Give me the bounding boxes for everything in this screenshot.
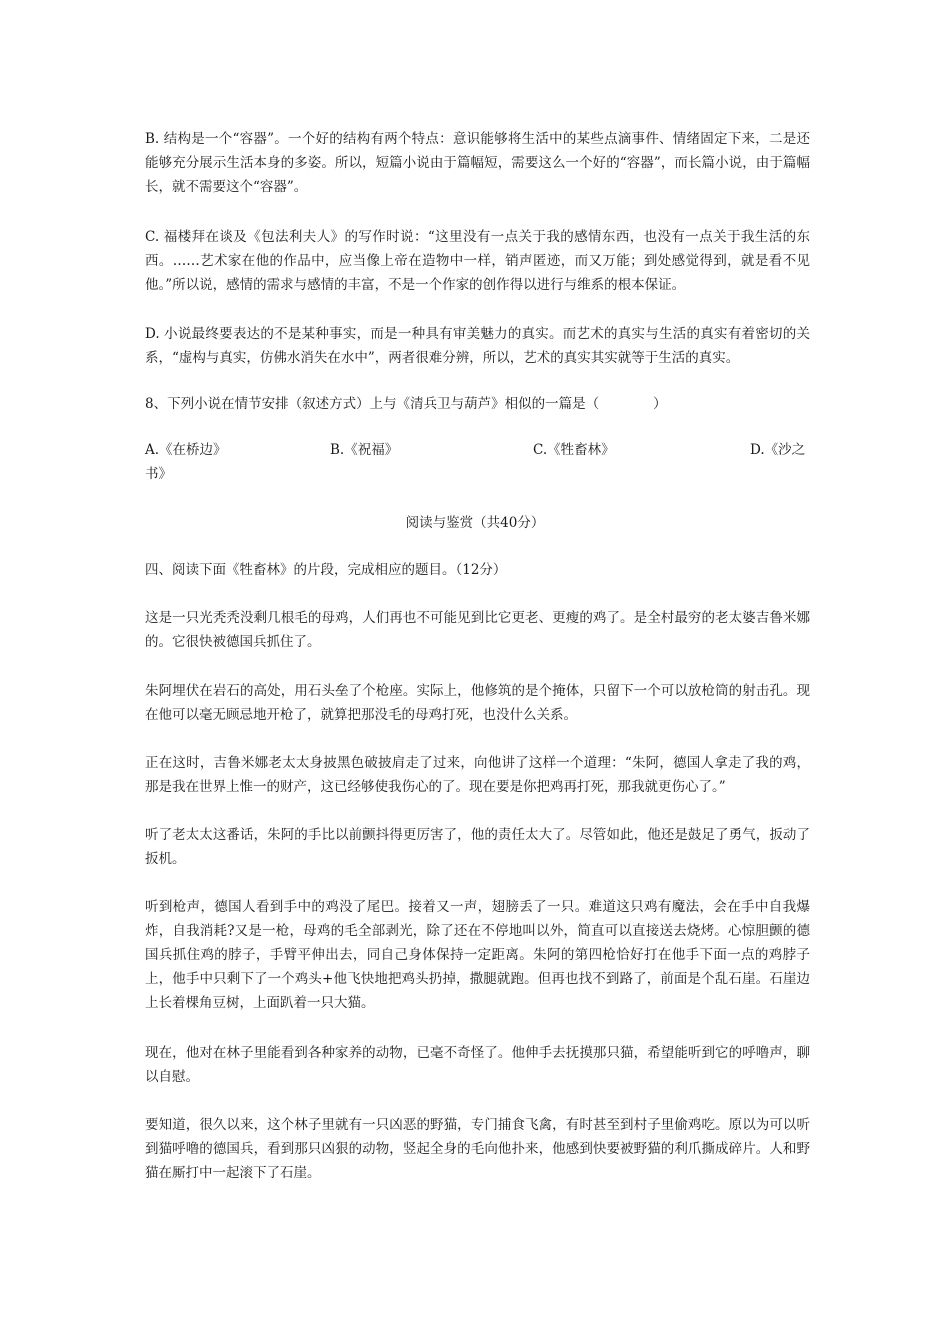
question-8-stem: 8、下列小说在情节安排（叙述方式）上与《清兵卫与葫芦》相似的一篇是（ ）	[145, 396, 667, 412]
question-8-option-a: A.《在桥边》	[145, 442, 227, 458]
option-b-text: B. 结构是一个“容器”。一个好的结构有两个特点：意识能够将生活中的某些点滴事件、情绪固定下来，二是还能够充分展示生活本身的多姿。所以，短篇小说由于篇幅短，需要这么一个好的“容器”，而长篇小说，由于篇幅长，就不需要这个“容器”。	[145, 131, 810, 195]
option-c-text: C. 福楼拜在谈及《包法利夫人》的写作时说：“这里没有一点关于我的感情东西，也没有一点关于我生活的东西。……艺术家在他的作品中，应当像上帝在造物中一样，销声匿迹，而又万能；到处感觉得到，就是看不见他。”所以说，感情的需求与感情的丰富，不是一个作家的创作得以进行与维系的根本保证。	[145, 229, 810, 293]
question-8-options	[145, 438, 810, 486]
passage-paragraph: 朱阿埋伏在岩石的高处，用石头垒了个枪座。实际上，他修筑的是个掩体，只留下一个可以放枪筒的射击孔。现在他可以毫无顾忌地开枪了，就算把那没毛的母鸡打死，也没什么关系。	[145, 683, 810, 723]
passage-paragraph: 正在这时，吉鲁米娜老太太身披黑色破披肩走了过来，向他讲了这样一个道理：“朱阿，德国人拿走了我的鸡，那是我在世界上惟一的财产，这已经够使我伤心的了。现在要是你把鸡再打死，那我就更伤心了。”	[145, 755, 810, 795]
question-8-option-b: B.《祝福》	[330, 442, 399, 458]
passage-paragraph: 听了老太太这番话，朱阿的手比以前颤抖得更厉害了，他的责任太大了。尽管如此，他还是鼓足了勇气，扳动了扳机。	[145, 827, 810, 867]
option-d-text: D. 小说最终要表达的不是某种事实，而是一种具有审美魅力的真实。而艺术的真实与生活的真实有着密切的关系，“虚构与真实，仿佛水消失在水中”，两者很难分辨，所以，艺术的真实其实就等于生活的真实。	[145, 326, 810, 366]
section-title: 阅读与鉴赏（共40分）	[405, 515, 545, 531]
passage-paragraph: 现在，他对在林子里能看到各种家养的动物，已毫不奇怪了。他伸手去抚摸那只猫，希望能听到它的呼噜声，聊以自慰。	[145, 1045, 810, 1085]
question-8-option-c: C.《牲畜林》	[533, 442, 615, 458]
passage-paragraph: 听到枪声，德国人看到手中的鸡没了尾巴。接着又一声，翅膀丢了一只。难道这只鸡有魔法，会在手中自我爆炸，自我消耗?又是一枪，母鸡的毛全部剥光，除了还在不停地叫以外，简直可以直接送去烧烤。心惊胆颤的德国兵抓住鸡的脖子，手臂平伸出去，同自己身体保持一定距离。朱阿的第四枪恰好打在他手下面一点的鸡脖子上，他手中只剩下了一个鸡头+他飞快地把鸡头扔掉，撒腿就跑。但再也找不到路了，前面是个乱石崖。石崖边上长着棵角豆树，上面趴着一只大猫。	[145, 899, 810, 1011]
passage-paragraph: 这是一只光秃秃没剩几根毛的母鸡，人们再也不可能见到比它更老、更瘦的鸡了。是全村最穷的老太婆吉鲁米娜的。它很快被德国兵抓住了。	[145, 610, 810, 650]
question-8-option-d: D.《沙之	[750, 442, 806, 458]
question-4-stem: 四、阅读下面《牲畜林》的片段，完成相应的题目。（12分）	[145, 562, 507, 578]
question-8-option-d-wrap: 书》	[145, 466, 172, 482]
passage-paragraph: 要知道，很久以来，这个林子里就有一只凶恶的野猫，专门捕食飞禽，有时甚至到村子里偷鸡吃。原以为可以听到猫呼噜的德国兵，看到那只凶狠的动物，竖起全身的毛向他扑来，他感到快要被野猫的利爪撕成碎片。人和野猫在厮打中一起滚下了石崖。	[145, 1117, 810, 1181]
